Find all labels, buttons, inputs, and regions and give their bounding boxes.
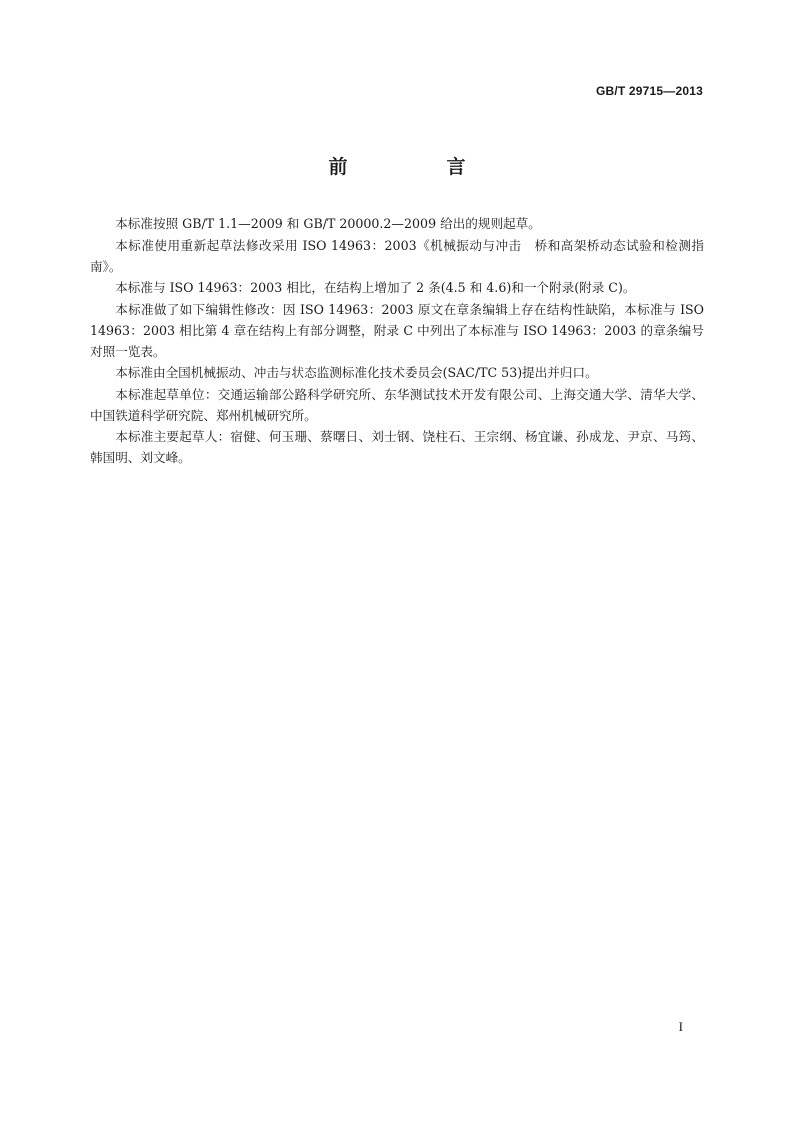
paragraph-proposer: 本标准由全国机械振动、冲击与状态监测标准化技术委员会(SAC/TC 53)提出并归口。 (115, 365, 598, 380)
paragraph-drafters: 本标准主要起草人：宿健、何玉珊、蔡曙日、刘士钢、饶柱石、王宗纲、杨宜谦、孙成龙、尹京、马筠、韩国明、刘文峰。 (90, 429, 704, 465)
paragraph-structural-changes: 本标准与 ISO 14963：2003 相比，在结构上增加了 2 条(4.5 和 4.6)和一个附录(附录 C)。 (115, 280, 636, 295)
paragraph-adoption-method: 本标准使用重新起草法修改采用 ISO 14963：2003《机械振动与冲击 桥和高架桥动态试验和检测指南》。 (90, 237, 704, 274)
standard-code: GB/T 29715—2013 (595, 84, 703, 98)
page-title: 前 言 (328, 156, 506, 178)
foreword-body (90, 213, 704, 469)
paragraph-drafting-rules: 本标准按照 GB/T 1.1—2009 和 GB/T 20000.2—2009 给出的规则起草。 (115, 216, 541, 231)
page-number: I (678, 1019, 683, 1034)
paragraph-drafting-units: 本标准起草单位：交通运输部公路科学研究所、东华测试技术开发有限公司、上海交通大学、清华大学、中国铁道科学研究院、郑州机械研究所。 (90, 386, 704, 423)
paragraph-editorial-changes: 本标准做了如下编辑性修改：因 ISO 14963：2003 原文在章条编辑上存在结构性缺陷，本标准与 ISO 14963：2003 相比第 4 章在结构上有部分调整，附录 C 中列出了本标准与 ISO 14963：2003 的章条编号对照一览表。 (90, 301, 704, 359)
